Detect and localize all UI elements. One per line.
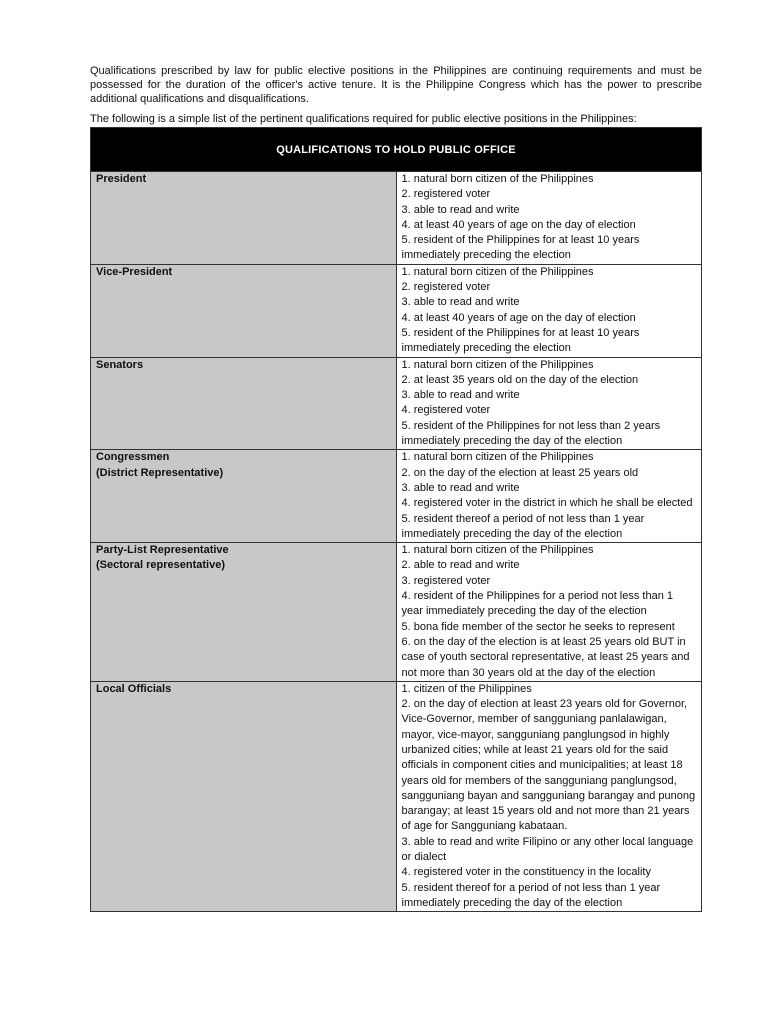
table-row [91, 357, 702, 450]
requirement-item: 1. natural born citizen of the Philippines [401, 265, 594, 278]
requirements-cell [396, 357, 702, 450]
position-cell [91, 681, 397, 911]
requirement-item: 3. able to read and write [401, 203, 520, 216]
position-cell [91, 450, 397, 543]
position-label: Local Officials [96, 682, 172, 695]
table-row [91, 172, 702, 265]
requirement-item: 5. bona fide member of the sector he seeks to represent [401, 620, 675, 633]
requirements-cell [396, 450, 702, 543]
position-cell [91, 264, 397, 357]
requirement-item: 4. at least 40 years of age on the day of election [401, 311, 636, 324]
requirement-item: 2. able to read and write [401, 559, 520, 572]
requirement-item: 2. registered voter [401, 281, 491, 294]
requirement-item: 5. resident thereof for a period of not less than 1 year immediately preceding the day of the election [401, 881, 661, 909]
intro-paragraph: Qualifications prescribed by law for public elective positions in the Philippines are continuing requirements and must be possessed for the duration of the officer's active tenure. It is the Philippine Congress which has the power to prescribe additional qualifications and disqualifications. [90, 65, 702, 105]
requirements-cell [396, 543, 702, 682]
requirement-item: 1. natural born citizen of the Philippines [401, 544, 594, 557]
requirement-item: 4. at least 40 years of age on the day of election [401, 218, 636, 231]
requirement-item: 2. at least 35 years old on the day of the election [401, 373, 639, 386]
table-body [91, 172, 702, 912]
position-label: Congressmen [96, 451, 170, 464]
requirement-item: 3. able to read and write [401, 481, 520, 494]
position-cell [91, 543, 397, 682]
position-label: Party-List Representative [96, 544, 229, 557]
position-label: Vice-President [96, 265, 173, 278]
requirement-item: 1. citizen of the Philippines [401, 682, 532, 695]
requirement-item: 6. on the day of the election is at least 25 years old BUT in case of youth sectoral representative, at least 25 years and not more than 30 years old at the day of the election [401, 635, 690, 679]
requirement-item: 2. registered voter [401, 188, 491, 201]
position-cell [91, 172, 397, 265]
requirement-item: 5. resident of the Philippines for not less than 2 years immediately preceding the day of the election [401, 419, 661, 448]
requirement-item: 3. able to read and write [401, 296, 520, 309]
requirement-item: 5. resident of the Philippines for at least 10 years immediately preceding the election [401, 326, 640, 355]
table-row [91, 543, 702, 682]
position-label: Senators [96, 358, 144, 371]
requirement-item: 3. able to read and write Filipino or any other local language or dialect [401, 835, 694, 864]
requirement-item: 1. natural born citizen of the Philippines [401, 358, 594, 371]
requirement-item: 2. on the day of election at least 23 years old for Governor, Vice-Governor, member of sangguniang panlalawigan, mayor, vice-mayor, sangguniang panglungsod in highly urbanized cities; while at least 21 years old for the said officials in component cities and municipalities; at least 18 years old for members of the sangguniang panglungsod, sangguniang bayan and sangguniang barangay and punong barangay; at least 15 years old and not more than 21 years of age for Sangguniang kabataan. [401, 698, 696, 833]
requirement-item: 4. resident of the Philippines for a period not less than 1 year immediately preceding the day of the election [401, 590, 674, 618]
requirement-item: 3. able to read and write [401, 389, 520, 402]
position-label: President [96, 173, 147, 185]
position-label: (Sectoral representative) [96, 559, 225, 572]
requirement-item: 4. registered voter in the district in which he shall be elected [401, 497, 693, 510]
table-row [91, 681, 702, 911]
qualifications-table [90, 127, 702, 912]
lead-sentence: The following is a simple list of the pertinent qualifications required for public elective positions in the Philippines: [90, 113, 637, 125]
requirement-item: 5. resident of the Philippines for at least 10 years immediately preceding the election [401, 234, 640, 262]
table-row [91, 264, 702, 357]
table-row [91, 450, 702, 543]
requirement-item: 1. natural born citizen of the Philippines [401, 173, 594, 185]
position-cell [91, 357, 397, 450]
table-header: QUALIFICATIONS TO HOLD PUBLIC OFFICE [91, 128, 702, 172]
requirement-item: 2. on the day of the election at least 25 years old [401, 466, 639, 479]
requirements-cell [396, 681, 702, 911]
requirements-cell [396, 172, 702, 265]
requirement-item: 1. natural born citizen of the Philippines [401, 451, 594, 464]
requirement-item: 3. registered voter [401, 574, 491, 587]
requirement-item: 4. registered voter [401, 404, 491, 417]
requirements-cell [396, 264, 702, 357]
requirement-item: 5. resident thereof a period of not less than 1 year immediately preceding the day of the election [401, 512, 645, 540]
position-label: (District Representative) [96, 466, 224, 479]
requirement-item: 4. registered voter in the constituency in the locality [401, 866, 651, 879]
document-page [90, 64, 702, 912]
